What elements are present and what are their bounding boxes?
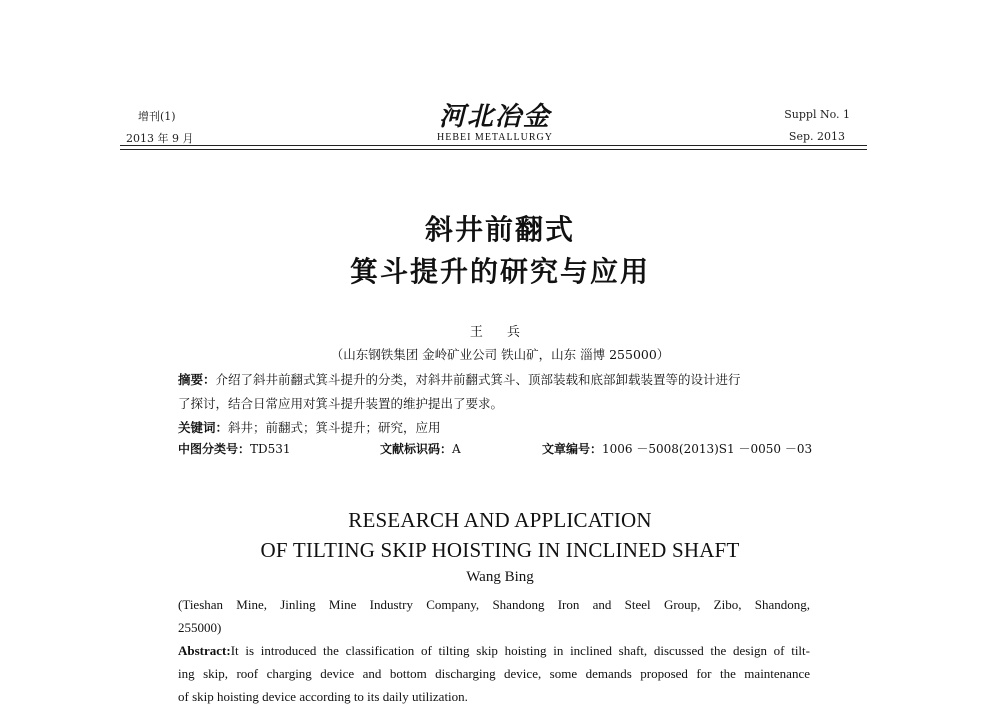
keywords-cn (178, 418, 818, 436)
affiliation-en-line1: (Tieshan Mine, Jinling Mine Industry Company, Shandong Iron and Steel Group, Zibo, Shandong, (178, 597, 810, 612)
author-en: Wang Bing (466, 569, 534, 585)
abstract-cn-label: 摘要： (178, 372, 216, 387)
classification-article (542, 440, 812, 457)
affiliation-cn: （山东钢铁集团 金岭矿业公司 铁山矿，山东 淄博 255000） (330, 347, 670, 362)
issue-label-right: Suppl No. 1 (784, 108, 850, 121)
clc-label: 中图分类号： (178, 442, 251, 456)
article-no-value: 1006 －5008(2013)S1 －0050 －03 (602, 442, 813, 456)
clc-value: TD531 (250, 442, 291, 456)
classification-doc (380, 440, 540, 457)
title-cn-line2: 箕斗提升的研究与应用 (349, 255, 650, 288)
abstract-en-line1 (178, 643, 810, 659)
doc-code-value: A (452, 442, 461, 456)
abstract-cn-text1: 介绍了斜井前翻式箕斗提升的分类，对斜井前翻式箕斗、顶部装载和底部卸载装置等的设计进行 (215, 372, 741, 387)
abstract-en-label: Abstract: (178, 643, 231, 658)
title-en-line1: RESEARCH AND APPLICATION (348, 508, 652, 532)
affiliation-en-line2: 255000) (178, 620, 222, 635)
doc-code-label: 文献标识码： (380, 442, 453, 456)
title-en-line2: OF TILTING SKIP HOISTING IN INCLINED SHAFT (260, 538, 740, 562)
abstract-cn-line2: 了探讨，结合日常应用对箕斗提升装置的维护提出了要求。 (178, 396, 504, 411)
abstract-en-line3: of skip hoisting device according to its daily utilization. (178, 689, 468, 704)
article-no-label: 文章编号： (542, 442, 603, 456)
header-rule-top (120, 145, 867, 146)
abstract-en-line2: ing skip, roof charging device and bottom discharging device, some demands proposed for the maintenance (178, 666, 810, 681)
keywords-cn-text: 斜井；前翻式；箕斗提升；研究，应用 (228, 420, 441, 435)
abstract-en-text1: It is introduced the classification of tilting skip hoisting in inclined shaft, discussed the design of tilt- (230, 643, 810, 658)
title-cn-line1: 斜井前翻式 (424, 213, 575, 246)
keywords-cn-label: 关键词： (178, 420, 229, 435)
date-label-left: 2013 年 9 月 (126, 132, 194, 145)
date-label-right: Sep. 2013 (788, 130, 845, 143)
abstract-cn-line1 (178, 370, 818, 388)
journal-title-en: HEBEI METALLURGY (436, 132, 554, 143)
author-cn: 王 兵 (469, 325, 531, 340)
journal-title-cn: 河北冶金 (438, 102, 551, 132)
issue-label-left: 增刊(1) (138, 110, 176, 123)
header-rule-bottom (120, 149, 867, 150)
